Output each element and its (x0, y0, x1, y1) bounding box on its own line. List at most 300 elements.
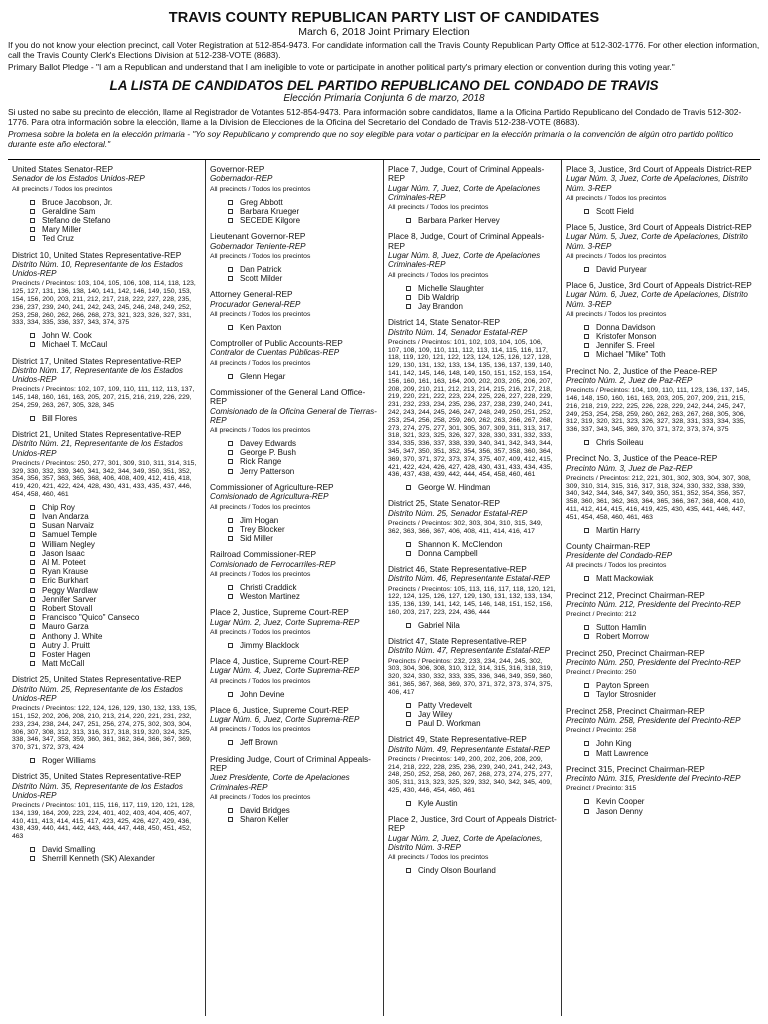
candidate-option[interactable] (30, 586, 201, 595)
candidate-list (388, 216, 557, 225)
race-title: Place 5, Justice, 3rd Court of Appeals District-REP (566, 222, 752, 233)
candidate-option[interactable] (584, 265, 756, 274)
checkbox-icon[interactable] (406, 721, 411, 726)
race-block (210, 232, 379, 283)
checkbox-icon[interactable] (584, 440, 589, 445)
race-title: County Chairman-REP (566, 540, 651, 551)
candidate-option[interactable] (228, 216, 379, 225)
checkbox-icon[interactable] (228, 209, 233, 214)
checkbox-icon[interactable] (584, 751, 589, 756)
race-precincts: All precincts / Todos los precintos (210, 677, 311, 685)
race-title: Railroad Commissioner-REP (210, 549, 317, 560)
race-title-spanish: Presidente del Condado-REP (566, 551, 673, 561)
candidate-name: Sharon Keller (240, 814, 289, 824)
candidate-option[interactable] (30, 613, 201, 622)
candidate-option[interactable] (30, 207, 201, 216)
race-block (210, 608, 379, 650)
checkbox-icon[interactable] (228, 740, 233, 745)
candidate-option[interactable] (228, 806, 379, 815)
candidate-option[interactable] (228, 198, 379, 207)
candidate-list (12, 198, 201, 244)
race-title-spanish: Gobernador Teniente-REP (210, 241, 306, 251)
checkbox-icon[interactable] (584, 352, 589, 357)
candidate-name: Robert Morrow (596, 632, 649, 642)
race-title: District 14, State Senator-REP (388, 317, 501, 328)
candidate-option[interactable] (30, 340, 201, 349)
race-precincts: All precincts / Todos los precintos (210, 310, 311, 318)
race-precincts: All precincts / Todos los precintos (210, 252, 311, 260)
checkbox-icon[interactable] (228, 585, 233, 590)
candidate-option[interactable] (30, 650, 201, 659)
race-title-spanish: Lugar Núm. 4, Juez, Corte Suprema-REP (210, 666, 360, 676)
checkbox-icon[interactable] (30, 569, 35, 574)
candidate-option[interactable] (30, 198, 201, 207)
candidate-option[interactable] (584, 526, 756, 535)
checkbox-icon[interactable] (30, 597, 35, 602)
candidate-option[interactable] (30, 540, 201, 549)
candidate-list (566, 574, 756, 583)
checkbox-icon[interactable] (406, 623, 411, 628)
candidate-name: Barbara Parker Hervey (418, 216, 500, 226)
candidate-list (566, 207, 756, 216)
candidate-option[interactable] (228, 439, 379, 448)
checkbox-icon[interactable] (30, 847, 35, 852)
candidate-option[interactable] (406, 799, 557, 808)
candidate-name: John Devine (240, 689, 285, 699)
candidate-list (566, 526, 756, 535)
candidate-option[interactable] (30, 512, 201, 521)
checkbox-icon[interactable] (30, 218, 35, 223)
checkbox-icon[interactable] (30, 661, 35, 666)
candidate-name: Jason Isaac (42, 548, 85, 558)
race-title-spanish: Precinto Núm. 258, Presidente del Precinto-REP (566, 716, 741, 726)
candidate-option[interactable] (30, 225, 201, 234)
race-title-spanish: Distrito Núm. 17, Representante de los Estados Unidos-REP (12, 366, 183, 385)
candidate-list (12, 331, 201, 349)
candidate-option[interactable] (30, 595, 201, 604)
checkbox-icon[interactable] (228, 518, 233, 523)
candidate-option[interactable] (406, 621, 557, 630)
candidate-name: Jay Wiley (418, 709, 453, 719)
candidate-option[interactable] (228, 738, 379, 747)
race-precincts: All precincts / Todos los precintos (388, 854, 489, 862)
race-title: Precinct 212, Precinct Chairman-REP (566, 589, 705, 600)
candidate-option[interactable] (406, 719, 557, 728)
candidate-option[interactable] (30, 549, 201, 558)
candidate-list (210, 583, 379, 601)
checkbox-icon[interactable] (30, 758, 35, 763)
candidate-name: Barbara Krueger (240, 206, 300, 216)
race-title: District 49, State Representative-REP (388, 734, 527, 745)
candidate-option[interactable] (584, 749, 756, 758)
checkbox-icon[interactable] (406, 868, 411, 873)
candidate-list (12, 845, 201, 863)
race-block (388, 637, 557, 728)
candidate-option[interactable] (228, 815, 379, 824)
race-block (210, 755, 379, 825)
race-precincts: Precincts / Precintos: 302, 303, 304, 310, 315, 349, 362, 363, 366, 367, 406, 408, 411, 414, 416, 417 (388, 520, 543, 535)
candidate-option[interactable] (406, 216, 557, 225)
checkbox-icon[interactable] (228, 276, 233, 281)
race-title-spanish: Comisionado de Ferrocarriles-REP (210, 559, 336, 569)
candidate-option[interactable] (584, 739, 756, 748)
candidate-option[interactable] (584, 632, 756, 641)
race-precincts: Precincts / Precintos: 105, 113, 116, 117, 118, 120, 121, 122, 124, 125, 126, 127, 129, 130, 131, 132, 133, 134, 135, 136, 139, 141, 142, 145, 146, 148, 151, 152, 156, 160, 203, 217, 223, 224, 436, 444 (388, 585, 556, 617)
checkbox-icon[interactable] (228, 200, 233, 205)
race-precincts: All precincts / Todos los precintos (566, 194, 667, 202)
race-precincts: Precinct / Precinto: 212 (566, 611, 637, 619)
checkbox-icon[interactable] (30, 856, 35, 861)
checkbox-icon[interactable] (30, 542, 35, 547)
race-block (388, 735, 557, 808)
candidate-option[interactable] (406, 701, 557, 710)
checkbox-icon[interactable] (584, 267, 589, 272)
checkbox-icon[interactable] (406, 542, 411, 547)
race-precincts: All precincts / Todos los precintos (210, 793, 311, 801)
race-title-spanish: Distrito Núm. 25, Representante de los Estados Unidos-REP (12, 684, 183, 704)
candidate-name: Donna Campbell (418, 548, 478, 558)
candidate-list (210, 690, 379, 699)
checkbox-icon[interactable] (406, 801, 411, 806)
candidate-option[interactable] (584, 323, 756, 332)
checkbox-icon[interactable] (584, 634, 589, 639)
candidate-name: William Negley (42, 539, 95, 549)
candidate-option[interactable] (30, 604, 201, 613)
candidate-option[interactable] (584, 807, 756, 816)
candidate-list (566, 739, 756, 757)
race-title: Lieutenant Governor-REP (210, 231, 306, 242)
candidate-option[interactable] (584, 574, 756, 583)
candidate-option[interactable] (228, 583, 379, 592)
checkbox-icon[interactable] (30, 560, 35, 565)
page-title-spanish: LA LISTA DE CANDIDATOS DEL PARTIDO REPUBLICANO DEL CONDADO DE TRAVIS (109, 78, 659, 93)
candidate-list (566, 438, 756, 447)
checkbox-icon[interactable] (228, 594, 233, 599)
candidate-option[interactable] (30, 632, 201, 641)
checkbox-icon[interactable] (30, 551, 35, 556)
checkbox-icon[interactable] (584, 809, 589, 814)
candidate-option[interactable] (228, 274, 379, 283)
candidate-option[interactable] (406, 540, 557, 549)
candidate-option[interactable] (30, 845, 201, 854)
candidate-name: Geraldine Sam (42, 206, 96, 216)
race-title: Precinct 258, Precinct Chairman-REP (566, 705, 705, 716)
checkbox-icon[interactable] (228, 692, 233, 697)
candidate-option[interactable] (30, 567, 201, 576)
candidate-name: Ken Paxton (240, 322, 282, 332)
candidate-option[interactable] (30, 641, 201, 650)
candidate-name: Matt Mackowiak (596, 574, 654, 584)
checkbox-icon[interactable] (30, 532, 35, 537)
candidate-option[interactable] (30, 331, 201, 340)
candidate-option[interactable] (30, 216, 201, 225)
candidate-name: Dan Patrick (240, 264, 282, 274)
candidate-option[interactable] (406, 483, 557, 492)
candidate-option[interactable] (406, 284, 557, 293)
race-title: District 21, United States Representative-REP (12, 429, 182, 440)
checkbox-icon[interactable] (30, 588, 35, 593)
candidate-option[interactable] (584, 690, 756, 699)
candidate-option[interactable] (228, 457, 379, 466)
checkbox-icon[interactable] (406, 286, 411, 291)
race-precincts: Precincts / Precintos: 122, 124, 126, 129, 130, 132, 133, 135, 151, 152, 202, 206, 208, 210, 213, 214, 220, 221, 231, 232, 233, 234, 238, 244, 247, 251, 256, 274, 275, 302, 303, 304, 306, 307, 308, 312, 313, 316, 317, 318, 319, 320, 324, 325, 338, 346, 347, 358, 359, 360, 361, 362, 364, 366, 367, 369, 370, 371, 372, 373, 424 (12, 705, 197, 752)
checkbox-icon[interactable] (584, 343, 589, 348)
candidate-name: Francisco "Quico" Canseco (42, 613, 140, 623)
candidate-list (210, 372, 379, 381)
candidate-name: Stefano de Stefano (42, 216, 111, 226)
checkbox-icon[interactable] (30, 606, 35, 611)
race-title: Commissioner of Agriculture-REP (210, 481, 334, 492)
checkbox-icon[interactable] (584, 625, 589, 630)
candidate-option[interactable] (228, 534, 379, 543)
candidate-option[interactable] (228, 525, 379, 534)
candidate-name: Eric Burkhart (42, 576, 89, 586)
race-precincts: All precincts / Todos los precintos (210, 570, 311, 578)
checkbox-icon[interactable] (228, 527, 233, 532)
checkbox-icon[interactable] (584, 325, 589, 330)
candidate-option[interactable] (584, 438, 756, 447)
candidate-name: Chris Soileau (596, 438, 644, 448)
candidate-name: Trey Blocker (240, 524, 285, 534)
checkbox-icon[interactable] (584, 334, 589, 339)
candidate-option[interactable] (30, 558, 201, 567)
candidate-name: Michelle Slaughter (418, 283, 484, 293)
candidate-name: Jennifer Sarver (42, 594, 97, 604)
candidate-name: Jeff Brown (240, 738, 278, 748)
candidate-option[interactable] (30, 756, 201, 765)
candidate-name: Jason Denny (596, 806, 643, 816)
candidate-list (388, 540, 557, 558)
race-precincts: Precinct / Precinto: 315 (566, 785, 637, 793)
race-precincts: All precincts / Todos los precintos (388, 271, 489, 279)
candidate-name: Christi Craddick (240, 582, 297, 592)
checkbox-icon[interactable] (228, 536, 233, 541)
checkbox-icon[interactable] (228, 459, 233, 464)
race-block (566, 367, 756, 448)
checkbox-icon[interactable] (30, 514, 35, 519)
checkbox-icon[interactable] (584, 576, 589, 581)
candidate-option[interactable] (30, 659, 201, 668)
candidate-option[interactable] (228, 516, 379, 525)
race-precincts: Precinct / Precinto: 250 (566, 669, 637, 677)
checkbox-icon[interactable] (30, 236, 35, 241)
checkbox-icon[interactable] (30, 578, 35, 583)
checkbox-icon[interactable] (30, 523, 35, 528)
checkbox-icon[interactable] (228, 218, 233, 223)
race-title-spanish: Comisionado de la Oficina General de Tierras-REP (210, 406, 377, 425)
race-block (566, 649, 756, 700)
candidate-name: George W. Hindman (418, 483, 491, 493)
race-title-spanish: Precinto Núm. 250, Presidente del Precinto-REP (566, 658, 741, 668)
header (8, 10, 760, 38)
candidate-option[interactable] (30, 234, 201, 243)
race-title: District 10, United States Representative-REP (12, 249, 182, 260)
candidate-name: Martin Harry (596, 525, 641, 535)
candidate-option[interactable] (584, 332, 756, 341)
candidate-name: David Bridges (240, 805, 290, 815)
race-block (566, 765, 756, 816)
race-block (210, 706, 379, 748)
candidate-option[interactable] (584, 681, 756, 690)
candidate-name: Rick Range (240, 457, 282, 467)
checkbox-icon[interactable] (30, 643, 35, 648)
race-block (566, 707, 756, 758)
checkbox-icon[interactable] (584, 528, 589, 533)
column-1 (8, 160, 205, 1016)
checkbox-icon[interactable] (30, 652, 35, 657)
race-title: Precinct 250, Precinct Chairman-REP (566, 647, 705, 658)
race-precincts: Precincts / Precintos: 250, 277, 301, 309, 310, 311, 314, 315, 329, 330, 332, 339, 340, 341, 342, 344, 349, 350, 351, 352, 354, 356, 357, 363, 365, 368, 406, 408, 409, 412, 416, 418, 419, 420, 421, 422, 424, 428, 430, 431, 433, 435, 437, 446, 454, 458, 460, 461 (12, 459, 197, 499)
checkbox-icon[interactable] (30, 227, 35, 232)
candidate-option[interactable] (30, 414, 201, 423)
race-block (210, 388, 379, 476)
race-block (388, 232, 557, 311)
candidate-option[interactable] (584, 797, 756, 806)
race-title: District 17, United States Representative-REP (12, 355, 182, 366)
ballot-pledge-spanish: Promesa sobre la boleta en la elección primaria - "Yo soy Republicano y comprendo que no soy elegible para votar o participar en la elección primaria o la convención de algún otro partido político durante este año electoral." (8, 129, 734, 149)
checkbox-icon[interactable] (406, 218, 411, 223)
checkbox-icon[interactable] (584, 741, 589, 746)
candidate-name: Kyle Austin (418, 798, 458, 808)
candidate-name: David Puryear (596, 264, 647, 274)
candidate-list (210, 806, 379, 824)
checkbox-icon[interactable] (406, 304, 411, 309)
checkbox-icon[interactable] (584, 692, 589, 697)
checkbox-icon[interactable] (228, 267, 233, 272)
race-block (210, 339, 379, 381)
race-block (566, 542, 756, 584)
race-title: Precinct No. 3, Justice of the Peace-REP (566, 453, 718, 464)
candidate-option[interactable] (228, 690, 379, 699)
candidate-option[interactable] (584, 207, 756, 216)
candidate-name: Peggy Wardlaw (42, 585, 98, 595)
race-title-spanish: Juez Presidente, Corte de Apelaciones Criminales-REP (210, 773, 350, 792)
checkbox-icon[interactable] (406, 551, 411, 556)
race-title-spanish: Distrito Núm. 49, Representante Estatal-REP (388, 744, 550, 754)
race-title-spanish: Lugar Núm. 2, Juez, Corte Suprema-REP (210, 617, 360, 627)
candidate-list (388, 866, 557, 875)
race-title: Place 4, Justice, Supreme Court-REP (210, 655, 349, 666)
column-4 (561, 160, 760, 1016)
candidate-option[interactable] (228, 641, 379, 650)
checkbox-icon[interactable] (228, 325, 233, 330)
race-precincts: Precincts / Precintos: 149, 200, 202, 206, 208, 209, 214, 218, 222, 228, 235, 236, 239, 240, 241, 242, 243, 248, 250, 252, 258, 260, 267, 268, 273, 274, 275, 277, 305, 311, 313, 323, 325, 329, 332, 340, 342, 345, 409, 425, 430, 446, 454, 460, 461 (388, 755, 553, 795)
candidate-option[interactable] (584, 623, 756, 632)
candidate-option[interactable] (584, 341, 756, 350)
candidate-option[interactable] (30, 530, 201, 539)
checkbox-icon[interactable] (30, 333, 35, 338)
candidate-name: Jennifer S. Freel (596, 341, 655, 351)
race-precincts: Precinct / Precinto: 258 (566, 727, 637, 735)
candidate-option[interactable] (228, 592, 379, 601)
checkbox-icon[interactable] (406, 703, 411, 708)
checkbox-icon[interactable] (30, 624, 35, 629)
candidate-option[interactable] (228, 467, 379, 476)
race-title-spanish: Lugar Núm. 8, Juez, Corte de Apelaciones Criminales-REP (388, 251, 541, 270)
race-block (388, 165, 557, 225)
checkbox-icon[interactable] (406, 485, 411, 490)
candidate-option[interactable] (406, 866, 557, 875)
race-precincts: All precincts / Todos los precintos (566, 310, 667, 318)
checkbox-icon[interactable] (584, 209, 589, 214)
candidate-option[interactable] (228, 372, 379, 381)
race-title: District 25, United States Representative-REP (12, 674, 182, 685)
candidate-name: Davey Edwards (240, 439, 297, 449)
candidate-option[interactable] (406, 302, 557, 311)
candidate-list (12, 503, 201, 669)
checkbox-icon[interactable] (228, 441, 233, 446)
candidate-name: Ivan Andarza (42, 512, 89, 522)
checkbox-icon[interactable] (228, 643, 233, 648)
checkbox-icon[interactable] (228, 374, 233, 379)
checkbox-icon[interactable] (30, 209, 35, 214)
ballot-pledge: Primary Ballot Pledge - "I am a Republican and understand that I am ineligible to vote or participate in another political party's primary election or convention during this voting year." (8, 62, 675, 72)
candidate-name: SECEDE Kilgore (240, 216, 301, 226)
candidate-option[interactable] (30, 503, 201, 512)
candidate-option[interactable] (30, 622, 201, 631)
candidate-option[interactable] (228, 448, 379, 457)
checkbox-icon[interactable] (406, 712, 411, 717)
candidate-name: Jimmy Blacklock (240, 640, 300, 650)
race-title-spanish: Precinto Núm. 212, Presidente del Precinto-REP (566, 600, 741, 610)
checkbox-icon[interactable] (228, 817, 233, 822)
checkbox-icon[interactable] (228, 808, 233, 813)
race-block (12, 772, 201, 863)
candidate-name: Michael T. McCaul (42, 340, 108, 350)
checkbox-icon[interactable] (30, 505, 35, 510)
race-block (210, 165, 379, 225)
checkbox-icon[interactable] (228, 469, 233, 474)
race-block (388, 499, 557, 558)
checkbox-icon[interactable] (30, 200, 35, 205)
race-title: District 47, State Representative-REP (388, 636, 527, 647)
candidate-option[interactable] (30, 854, 201, 863)
checkbox-icon[interactable] (30, 342, 35, 347)
candidate-option[interactable] (228, 207, 379, 216)
checkbox-icon[interactable] (584, 683, 589, 688)
candidate-option[interactable] (406, 549, 557, 558)
candidate-grid (8, 159, 760, 1016)
race-block (12, 251, 201, 350)
checkbox-icon[interactable] (30, 416, 35, 421)
checkbox-icon[interactable] (584, 799, 589, 804)
checkbox-icon[interactable] (30, 615, 35, 620)
candidate-option[interactable] (228, 323, 379, 332)
race-block (566, 454, 756, 535)
candidate-option[interactable] (406, 293, 557, 302)
race-title-spanish: Lugar Núm. 6, Juez, Corte de Apelaciones, Distrito Núm. 3-REP (566, 290, 748, 309)
race-title: Presiding Judge, Court of Criminal Appeals-REP (210, 753, 371, 773)
candidate-option[interactable] (30, 521, 201, 530)
race-block (566, 223, 756, 274)
candidate-name: Ted Cruz (42, 234, 75, 244)
candidate-list (210, 323, 379, 332)
checkbox-icon[interactable] (30, 634, 35, 639)
checkbox-icon[interactable] (228, 450, 233, 455)
checkbox-icon[interactable] (406, 295, 411, 300)
candidate-list (12, 756, 201, 765)
race-precincts: All precincts / Todos los precintos (210, 185, 311, 193)
race-title: Place 2, Justice, Supreme Court-REP (210, 607, 349, 618)
candidate-option[interactable] (584, 350, 756, 359)
race-title: Place 8, Judge, Court of Criminal Appeals-REP (388, 231, 545, 251)
race-title: Place 7, Judge, Court of Criminal Appeals-REP (388, 164, 545, 184)
race-title-spanish: Procurador General-REP (210, 299, 301, 309)
candidate-option[interactable] (228, 265, 379, 274)
candidate-option[interactable] (30, 576, 201, 585)
candidate-name: Anthony J. White (42, 631, 103, 641)
candidate-option[interactable] (406, 710, 557, 719)
